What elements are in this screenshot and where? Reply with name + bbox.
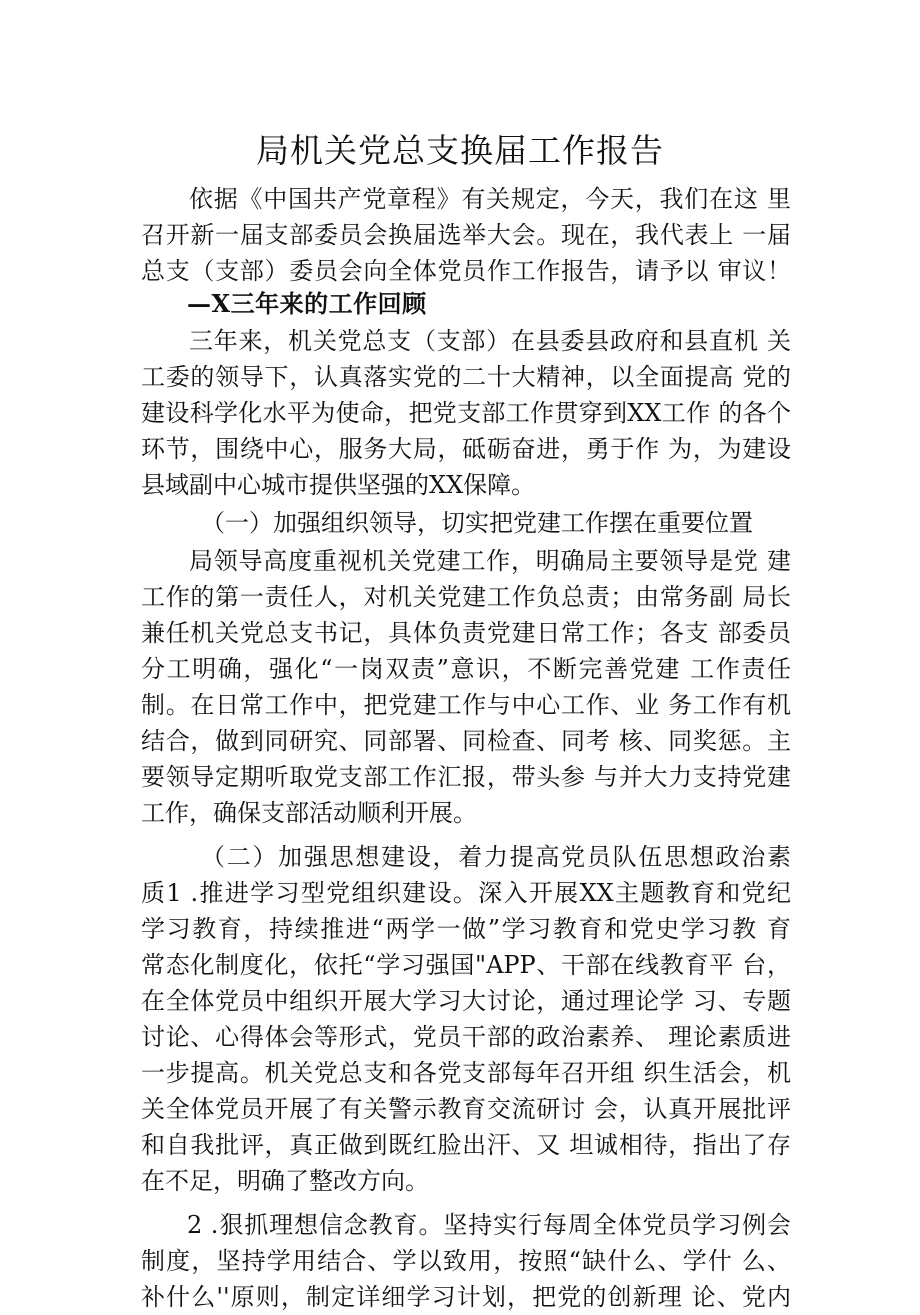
subsection-heading: （二）加强思想建设，着力提高党员队伍思想政治素 <box>201 843 791 871</box>
paragraph-line: 一步提高。机关党总支和各党支部每年召开组 织生活会，机 <box>141 1059 791 1087</box>
section-heading: —X三年来的工作回顾 <box>187 289 427 318</box>
paragraph-line: 工作，确保支部活动顺利开展。 <box>141 799 477 827</box>
paragraph-line: 分工明确，强化“一岗双责”意识，不断完善党建 工作责任 <box>141 655 791 683</box>
paragraph-line: 补什么''原则，制定详细学习计划，把党的创新理 论、党内 <box>141 1283 791 1311</box>
paragraph-line: 工作的第一责任人，对机关党建工作负总责；由常务副 局长 <box>141 583 791 611</box>
paragraph-line: 制。在日常工作中，把党建工作与中心工作、业 务工作有机 <box>141 691 791 719</box>
paragraph-line: 讨论、心得体会等形式，党员干部的政治素养、 理论素质进 <box>141 1023 791 1051</box>
paragraph-line: 在全体党员中组织开展大学习大讨论，通过理论学 习、专题 <box>141 987 791 1015</box>
paragraph-line: 工委的领导下，认真落实党的二十大精神，以全面提高 党的 <box>141 363 791 391</box>
paragraph-line: 总支（支部）委员会向全体党员作工作报告，请予以 审议！ <box>141 257 791 285</box>
paragraph-line: 结合，做到同研究、同部署、同检查、同考 核、同奖惩。主 <box>141 727 791 755</box>
paragraph-line: 兼任机关党总支书记，具体负责党建日常工作；各支 部委员 <box>141 619 791 647</box>
paragraph-line: 局领导高度重视机关党建工作，明确局主要领导是党 建 <box>189 547 791 575</box>
paragraph-line: 学习教育，持续推进“两学一做”学习教育和党史学习教 育 <box>141 915 791 943</box>
paragraph-line: 在不足，明确了整改方向。 <box>141 1167 429 1195</box>
paragraph-line: 质1 .推进学习型党组织建设。深入开展XX主题教育和党纪 <box>141 879 791 907</box>
paragraph-line: 召开新一届支部委员会换届选举大会。现在，我代表上 一届 <box>141 221 791 249</box>
paragraph-line: 2 .狠抓理想信念教育。坚持实行每周全体党员学习例会 <box>187 1211 791 1239</box>
paragraph-line: 要领导定期听取党支部工作汇报，带头参 与并大力支持党建 <box>141 763 791 791</box>
paragraph-line: 建设科学化水平为使命，把党支部工作贯穿到XX工作 的各个 <box>141 399 791 427</box>
paragraph-line: 三年来，机关党总支（支部）在县委县政府和县直机 关 <box>189 327 791 355</box>
paragraph-line: 制度，坚持学用结合、学以致用，按照“缺什么、学什 么、 <box>141 1247 791 1275</box>
paragraph-line: 常态化制度化，依托“学习强国"APP、干部在线教育平 台， <box>141 951 791 979</box>
paragraph-line: 县域副中心城市提供坚强的XX保障。 <box>141 471 536 499</box>
document-body <box>141 181 791 1315</box>
paragraph-line: 和自我批评，真正做到既红脸出汗、又 坦诚相待，指出了存 <box>141 1131 791 1159</box>
paragraph-line: 关全体党员开展了有关警示教育交流研讨 会，认真开展批评 <box>141 1095 791 1123</box>
paragraph-line: 依据《中国共产党章程》有关规定，今天，我们在这 里 <box>189 185 791 213</box>
paragraph-line: 环节，围绕中心，服务大局，砥砺奋进，勇于作 为，为建设 <box>141 435 791 463</box>
document-title: 局机关党总支换届工作报告 <box>256 131 664 170</box>
subsection-heading: （一）加强组织领导，切实把党建工作摆在重要位置 <box>201 509 753 537</box>
